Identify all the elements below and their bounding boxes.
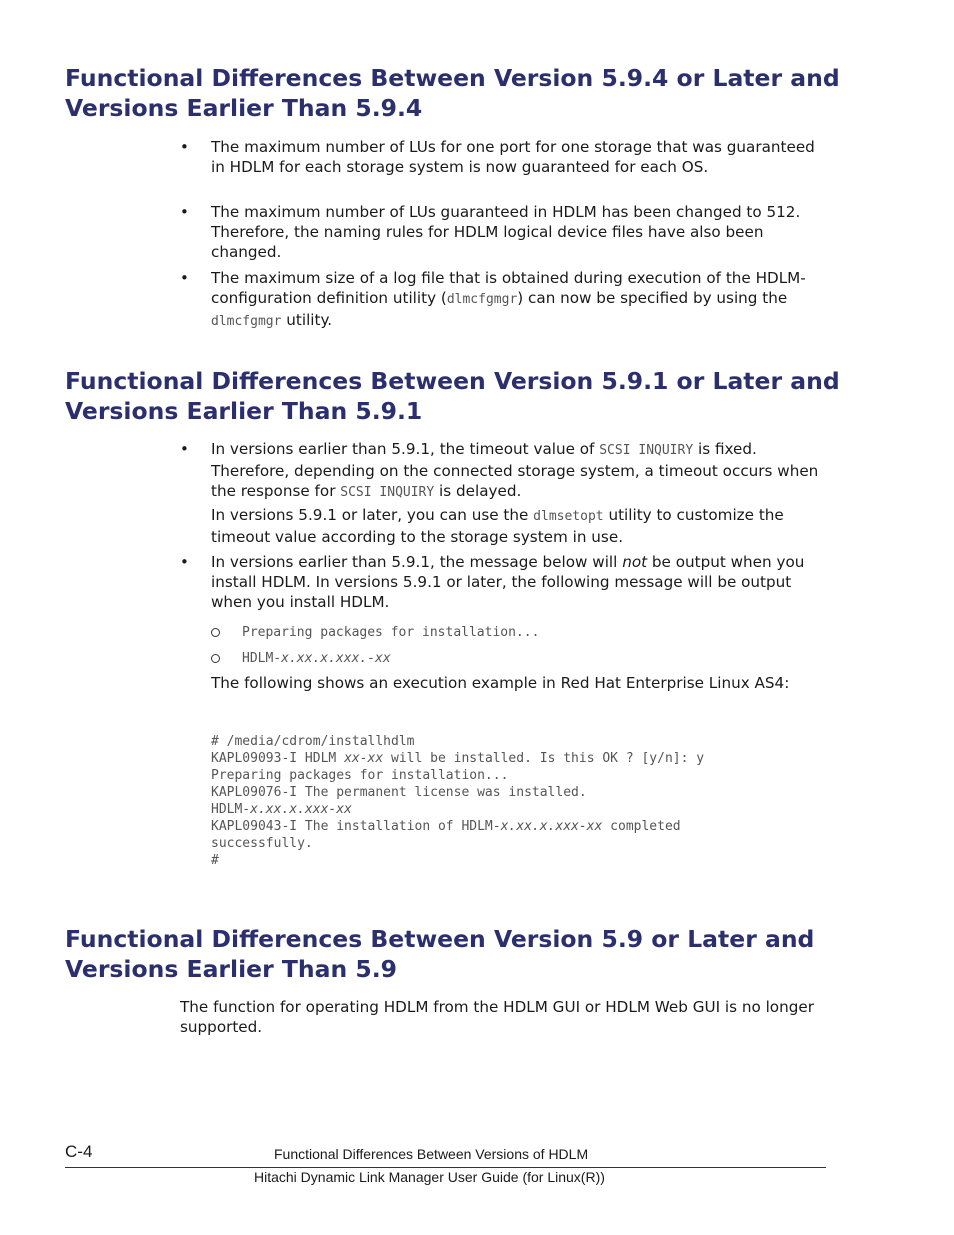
code-italic: x.xx.x.xxx-xx	[250, 802, 352, 817]
code-run: KAPL09076-I The permanent license was installed.	[211, 785, 587, 800]
heading-line-2: Versions Earlier Than 5.9.1	[65, 397, 423, 425]
code-run: HDLM-	[211, 802, 251, 817]
code-example	[211, 733, 831, 869]
text-run: In versions earlier than 5.9.1, the message below will	[211, 553, 623, 571]
section-heading-591	[65, 366, 865, 426]
heading-line-1: Functional Differences Between Version 5.9 or Later and	[65, 925, 815, 953]
text-run: In versions earlier than 5.9.1, the timeout value of	[211, 440, 600, 458]
bullet-text: The maximum number of LUs guaranteed in HDLM has been changed to 512. Therefore, the naming rules for HDLM logical device files have also been changed.	[211, 203, 801, 261]
bullet-glyph: •	[180, 203, 189, 221]
code-run: Preparing packages for installation...	[211, 768, 509, 783]
paragraph: The function for operating HDLM from the HDLM GUI or HDLM Web GUI is no longer supported.	[180, 998, 814, 1036]
bullet-glyph: •	[180, 553, 189, 571]
bullet-text	[211, 552, 825, 612]
code-run: will be installed. Is this OK ? [y/n]: y	[383, 751, 705, 766]
text-run: The maximum size of a log file that is obtained during execution of the HDLM-configuration definition utility (	[211, 269, 806, 307]
text-run: is delayed.	[434, 482, 522, 500]
section-heading-59	[65, 924, 865, 984]
code-line	[211, 852, 831, 869]
footer-chapter-title: Functional Differences Between Versions of HDLM	[274, 1146, 589, 1162]
footer-guide-title: Hitachi Dynamic Link Manager User Guide (for Linux(R))	[254, 1169, 605, 1185]
bullet-text: The maximum number of LUs for one port for one storage that was guaranteed in HDLM for each storage system is now guaranteed for each OS.	[211, 138, 815, 176]
code-run: KAPL09093-I HDLM	[211, 751, 345, 766]
code-line	[211, 818, 831, 835]
text-run: utility to customize the timeout value according to the storage system in use.	[211, 506, 784, 546]
inline-code: dlmcfgmgr	[211, 314, 282, 329]
code-run: successfully.	[211, 836, 313, 851]
text-run: In versions 5.9.1 or later, you can use the	[211, 506, 534, 524]
bullet-glyph: •	[180, 138, 189, 156]
code-italic: x.xx.x.xxx.-xx	[281, 651, 391, 666]
bullet-glyph: •	[180, 269, 189, 287]
code-italic: xx-xx	[344, 751, 384, 766]
circle-bullet-icon	[211, 628, 220, 637]
bullet-glyph: •	[180, 440, 189, 458]
code-line	[211, 733, 831, 750]
emphasis: not	[622, 553, 648, 571]
inline-code: dlmcfgmgr	[446, 292, 518, 307]
inline-code: dlmsetopt	[533, 509, 604, 524]
code-run: KAPL09043-I The installation of HDLM-	[211, 819, 501, 834]
heading-line-1: Functional Differences Between Version 5.9.1 or Later and	[65, 367, 840, 395]
heading-line-2: Versions Earlier Than 5.9	[65, 955, 397, 983]
code-run: #	[211, 853, 219, 868]
paragraph	[211, 505, 825, 547]
page-number: C-4	[65, 1142, 93, 1161]
heading-line-1: Functional Differences Between Version 5.9.4 or Later and	[65, 64, 840, 92]
code-italic: x.xx.x.xxx-xx	[500, 819, 603, 834]
text-run: be output when you install HDLM. In versions 5.9.1 or later, the following message will be output when you install HDLM.	[211, 553, 805, 611]
code-line	[211, 835, 831, 852]
text-run: is fixed. Therefore, depending on the connected storage system, a timeout occurs when the response for	[211, 440, 819, 500]
code-run: # /media/cdrom/installhdlm	[211, 734, 415, 749]
bullet-text	[211, 268, 825, 332]
footer-divider	[65, 1167, 826, 1168]
text-run: ) can now be specified by using the	[517, 289, 788, 307]
code-line	[211, 750, 831, 767]
paragraph: The following shows an execution example in Red Hat Enterprise Linux AS4:	[211, 674, 790, 692]
code-run: HDLM-	[242, 651, 282, 666]
code-run: completed	[602, 819, 681, 834]
inline-code: SCSI INQUIRY	[340, 485, 435, 500]
inline-code: SCSI INQUIRY	[599, 443, 694, 458]
code-line	[211, 784, 831, 801]
circle-bullet-icon	[211, 654, 220, 663]
section-heading-594	[65, 63, 865, 123]
sub-list-item	[211, 649, 811, 669]
sub-list-item	[211, 623, 811, 643]
heading-line-2: Versions Earlier Than 5.9.4	[65, 94, 423, 122]
code-line	[211, 767, 831, 784]
text-run: utility.	[281, 311, 333, 329]
bullet-text	[211, 439, 825, 503]
sub-item-code	[242, 649, 391, 669]
sub-item-code: Preparing packages for installation...	[242, 625, 540, 640]
code-line	[211, 801, 831, 818]
